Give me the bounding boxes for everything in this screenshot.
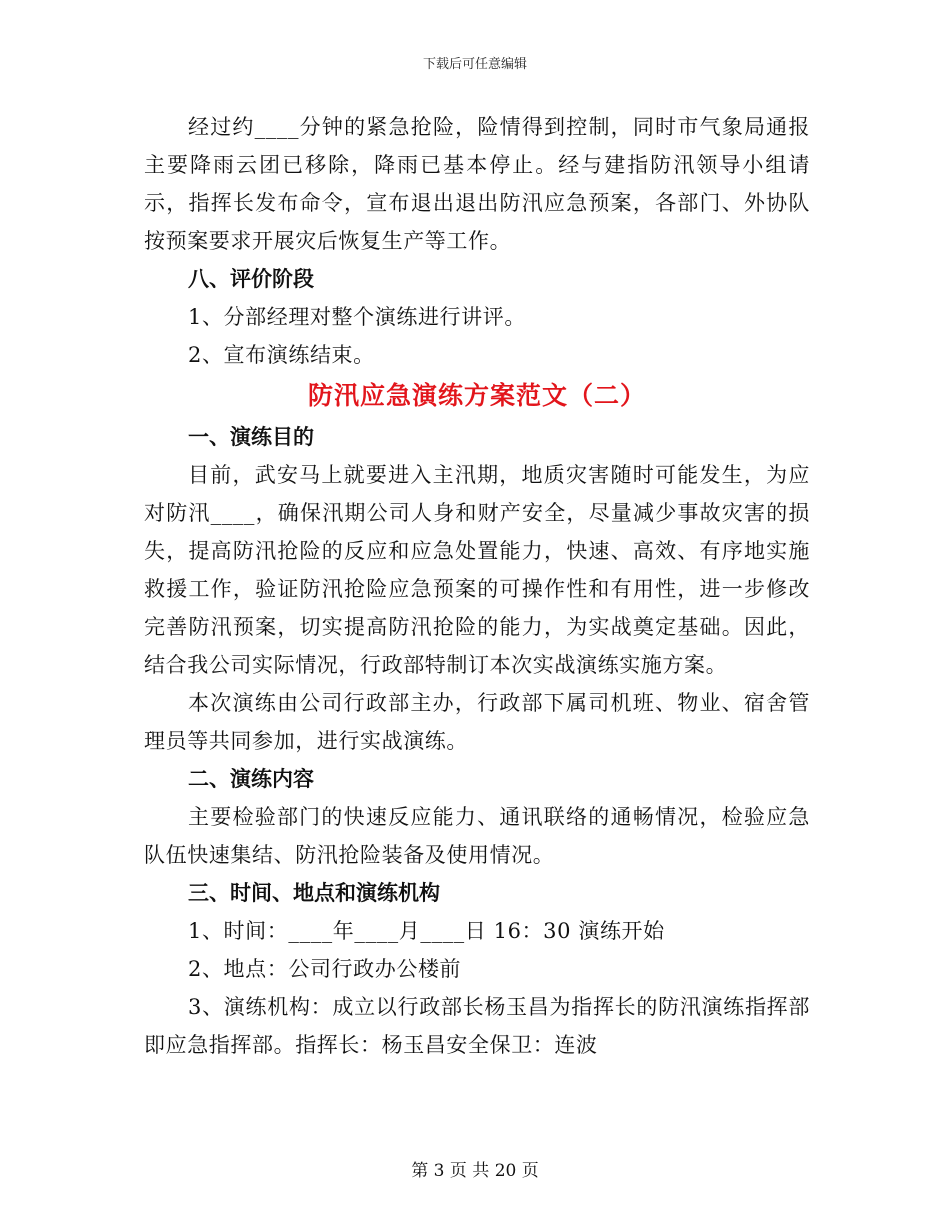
section-title: 防汛应急演练方案范文（二） — [307, 381, 646, 410]
list-item-end: 2、宣布演练结束。 — [188, 343, 375, 367]
paragraph-purpose: 目前，武安马上就要进入主汛期，地质灾害随时可能发生，为应对防汛____，确保汛期公司人身和财产安全，尽量减少事故灾害的损失，提高防汛抢险的反应和应急处置能力，快速、高效、有序地实施救援工作，验证防汛抢险应急预案的可操作性和有用性，进一步修改完善防汛预案，切实提高防汛抢险的能力，为实战奠定基础。因此，结合我公司实际情况，行政部特制订本次实战演练实施方案。 — [144, 463, 810, 677]
list-item-time: 1、时间：____年____月____日 16：30 演练开始 — [188, 919, 665, 943]
document-body — [144, 108, 810, 1064]
page-header: 下载后可任意编辑 — [422, 57, 527, 72]
list-item-organization: 3、演练机构：成立以行政部长杨玉昌为指挥长的防汛演练指挥部即应急指挥部。指挥长：杨玉昌安全保卫：连波 — [144, 995, 810, 1057]
heading-time-place: 三、时间、地点和演练机构 — [188, 880, 440, 905]
paragraph-organizer: 本次演练由公司行政部主办，行政部下属司机班、物业、宿舍管理员等共同参加，进行实战演练。 — [144, 691, 810, 753]
heading-content: 二、演练内容 — [188, 766, 314, 791]
list-item-review: 1、分部经理对整个演练进行讲评。 — [188, 305, 526, 329]
heading-evaluation: 八、评价阶段 — [188, 266, 314, 291]
heading-purpose: 一、演练目的 — [188, 424, 314, 449]
paragraph-content: 主要检验部门的快速反应能力、通讯联络的通畅情况，检验应急队伍快速集结、防汛抢险装备及使用情况。 — [144, 805, 810, 867]
paragraph-rescue-end: 经过约____分钟的紧急抢险，险情得到控制，同时市气象局通报主要降雨云团已移除，降雨已基本停止。经与建指防汛领导小组请示，指挥长发布命令，宣布退出退出防汛应急预案，各部门、外协队按预案要求开展灾后恢复生产等工作。 — [144, 115, 810, 253]
page-footer: 第 3 页 共 20 页 — [411, 1161, 539, 1181]
list-item-place: 2、地点：公司行政办公楼前 — [188, 957, 462, 981]
